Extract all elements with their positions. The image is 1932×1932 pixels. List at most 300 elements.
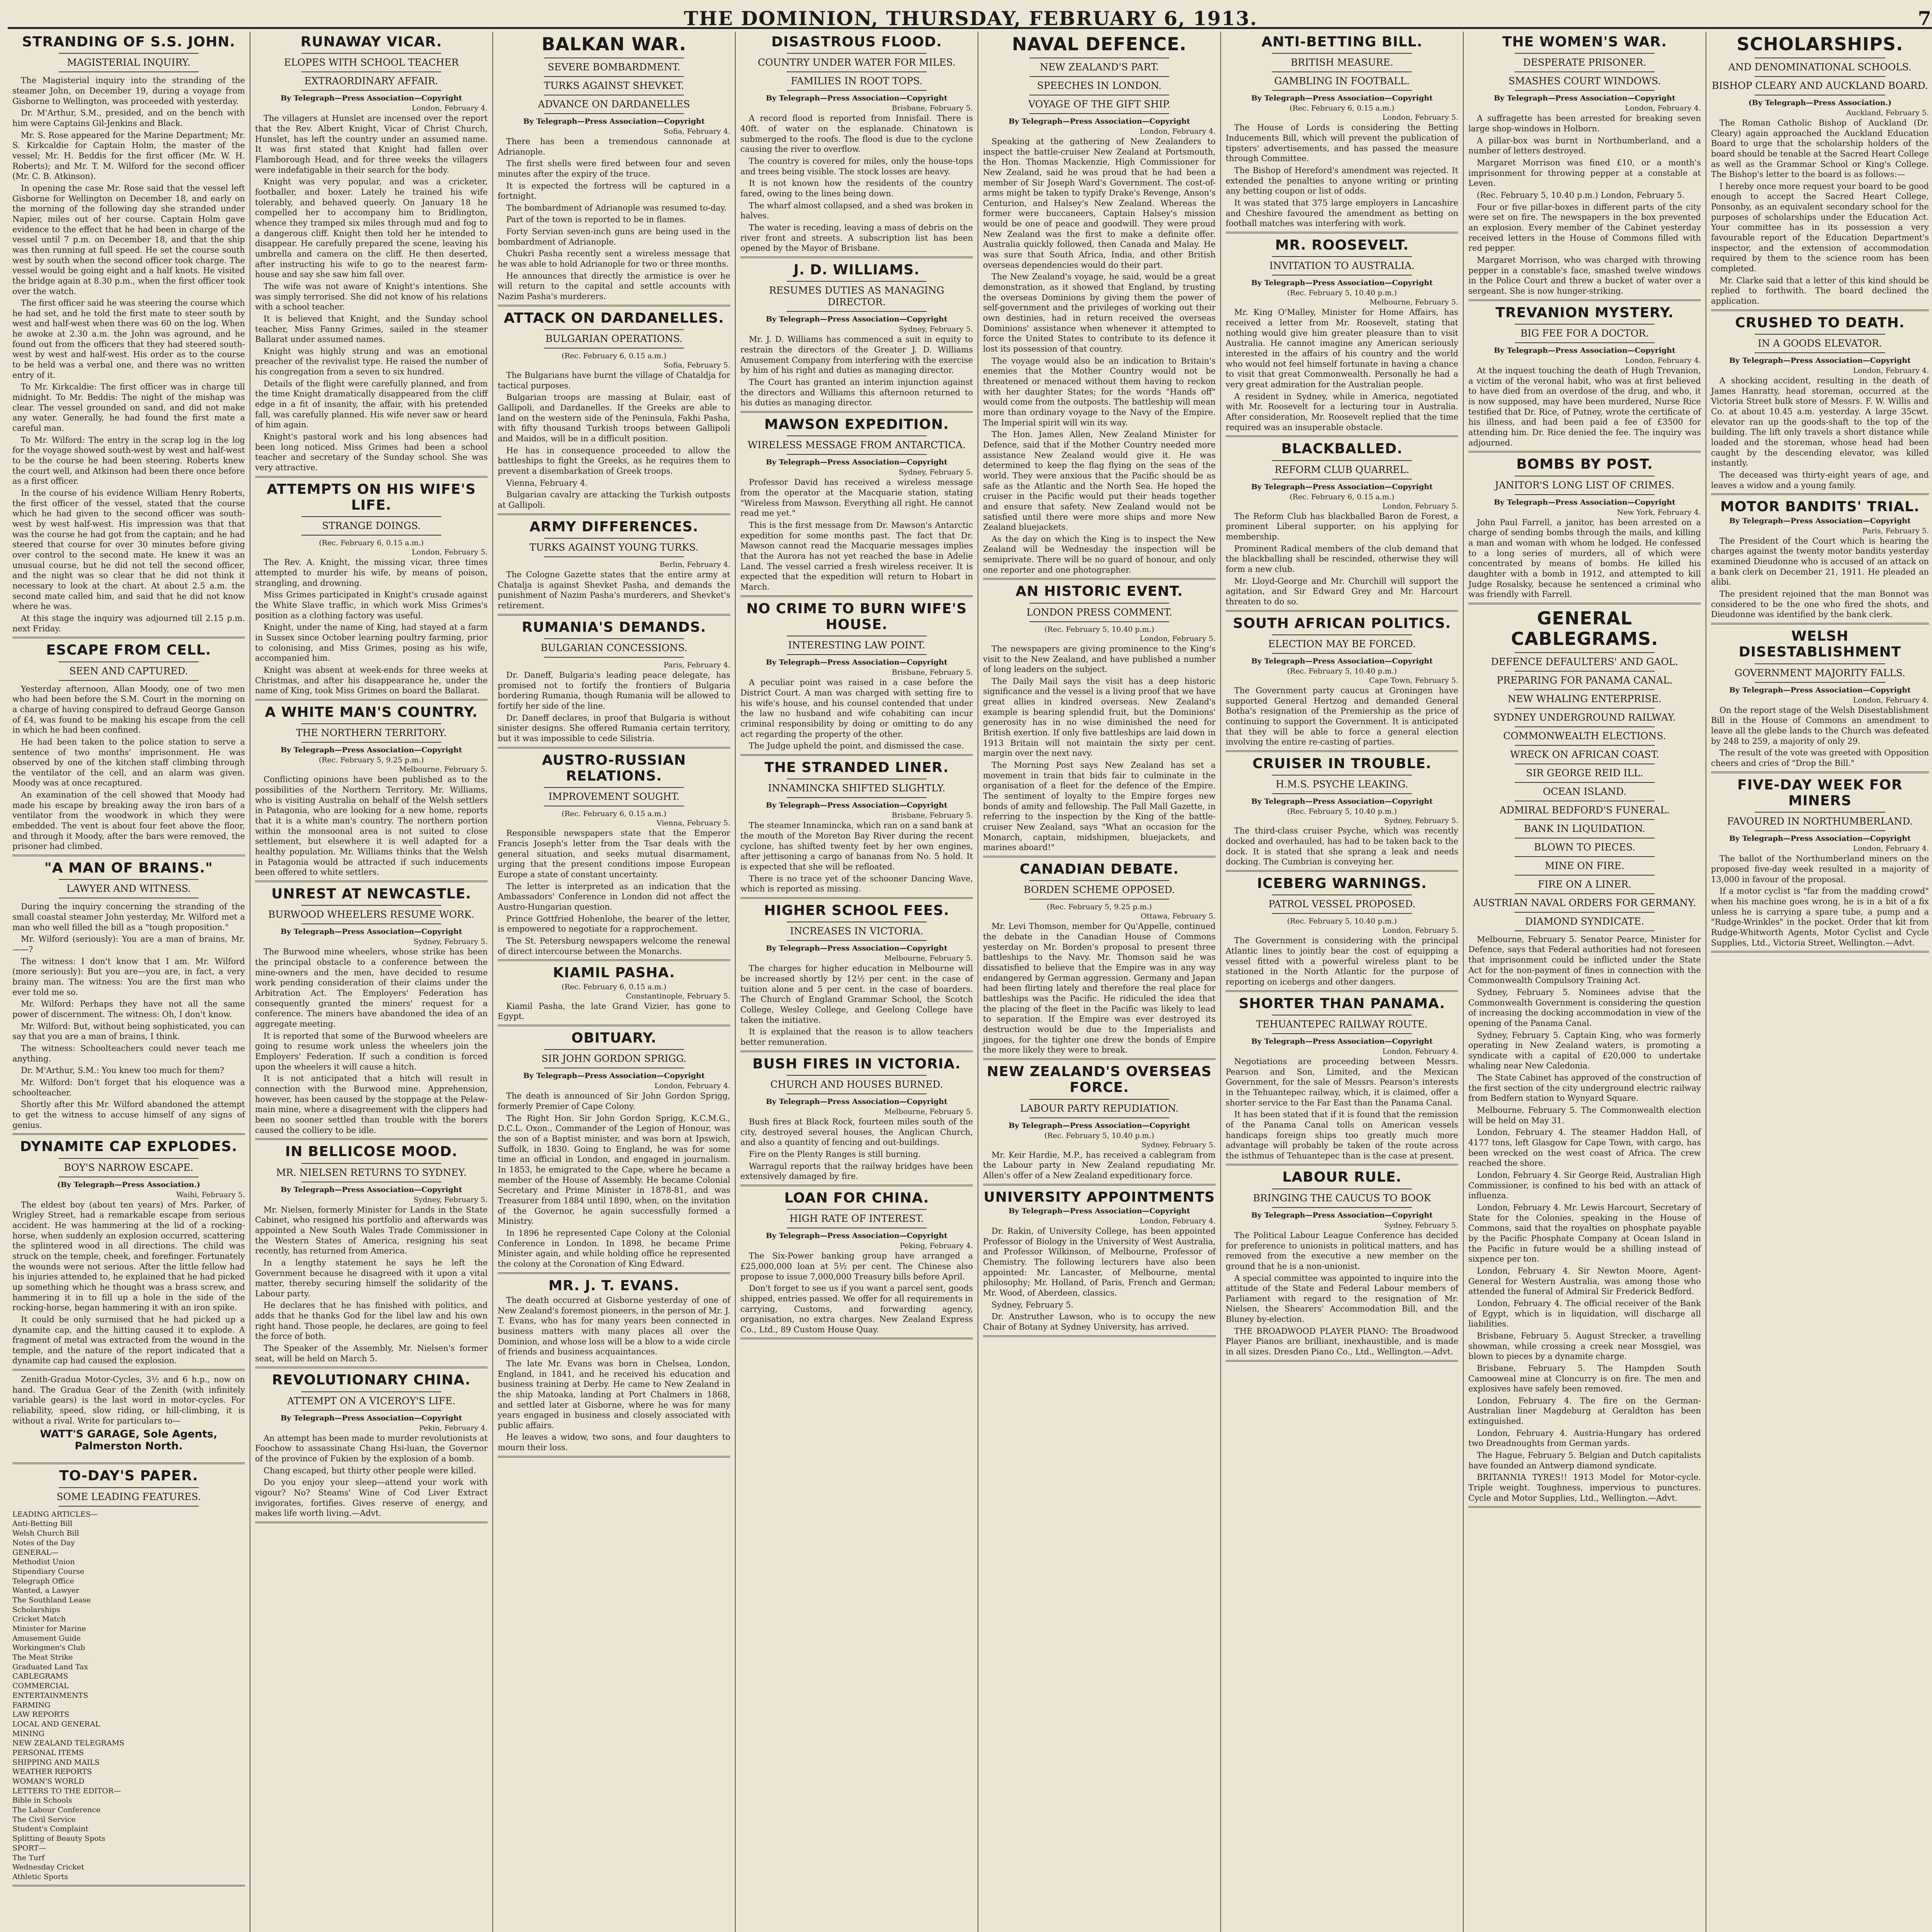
headline-rule <box>787 454 926 455</box>
article-paragraph: At the inquest touching the death of Hugh Trevanion, a victim of the veronal habit, who was at first believed to have died from an overdose of the drug, and who, it is now supposed, may have been murdered, Nurse Rice testified that Dr. Rice, of Putney, wrote the certificate of his illness, and had been paid a fee of £3500 for attending him. Dr. Rice denied the fee. The inquiry was adjourned. <box>1468 366 1701 447</box>
headline-rule <box>59 1487 198 1488</box>
headline-rule <box>1515 652 1654 653</box>
article-paragraph: The ballot of the Northumberland miners on the proposed five-day week resulted in a majority of 13,000 in favour of the proposal. <box>1711 854 1929 884</box>
article <box>12 1468 245 1886</box>
dateline: Sofia, February 4. <box>663 127 730 136</box>
article-paragraph: Chang escaped, but thirty other people were killed. <box>264 1466 476 1475</box>
article <box>498 752 730 961</box>
contents-item: LOCAL AND GENERAL <box>12 1719 100 1728</box>
headline-rule <box>1272 479 1412 480</box>
dateline: Waihi, February 5. <box>176 1190 245 1199</box>
article-paragraph: He announces that directly the armistice is over he will return to the capital and settle accounts with Nazim Pasha's murderers. <box>498 271 730 301</box>
article-paragraph: The Roman Catholic Bishop of Auckland (Dr. Cleary) again approached the Auckland Education Board to urge that the scholarship holders of the board should be tenable at the Sacred Heart College as well as the Grammar School or King's College. The Bishop's letter to the board is as follows:— <box>1711 118 1929 179</box>
dateline: Brisbane, February 5. <box>891 668 973 677</box>
article-paragraph: The Political Labour League Conference has decided for preference to unionists in political matters, and has removed from the executive a new member on the ground that he is a non-unionist. <box>1226 1230 1458 1271</box>
headline-rule <box>301 1163 441 1164</box>
telegraph-credit: By Telegraph—Press Association—Copyright <box>281 746 462 755</box>
article-subheading: AUSTRIAN NAVAL ORDERS FOR GERMANY. <box>1473 897 1696 908</box>
article-paragraph: At this stage the inquiry was adjourned till 2.15 p.m. next Friday. <box>12 613 245 633</box>
article-paragraph: The Hon. James Allen, New Zealand Minister for Defence, said that if the Mother Country needed more assistance New Zealand would give it. He was determined to keep the flag flying on the seas of the world. They were anxious that the Pacific should be as safe as the Atlantic and the North Sea. He hoped the cruiser in the Pacific would put their heads together and ensure that safety. New Zealand would not be satisfied until there were more ships and more New Zealand bluejackets. <box>983 430 1216 532</box>
article-paragraph: The letter is interpreted as an indication that the Ambassadors' Conference in London did not affect the Austro-Hungarian question. <box>498 881 730 912</box>
telegraph-credit: By Telegraph—Press Association—Copyright <box>1251 1037 1433 1046</box>
dateline: London, February 4. <box>1625 356 1701 365</box>
article-paragraph: The eldest boy (about ten years) of Mrs. Parker, of Wrigley Street, had a remarkable escape from serious accident. He was hammering at the lid of a rocking-horse, when suddenly an explosion occurred, scattering the splintered wood in all directions. The child was struck on the temple, cheek, and forefinger. Fortunately the wounds were not serious. After the little fellow had his injuries attended to, he explained that he had picked up something which he thought was a brass screw, and hammering it in to fill up a hole in the side of the rocking-horse, began hammering it with an iron spike. <box>12 1200 245 1313</box>
article-paragraph: Mr. Wilford: Perhaps they have not all the same power of discernment. The witness: Oh, I don't know. <box>12 999 245 1019</box>
headline-rule <box>59 879 198 880</box>
headline-rule <box>787 1075 926 1076</box>
article-subheading: SEEN AND CAPTURED. <box>69 665 188 677</box>
article-subheading: BRINGING THE CAUCUS TO BOOK <box>1253 1192 1431 1204</box>
article-paragraph: Mr. Levi Thomson, member for Qu'Appelle, continued the debate in the Canadian House of Commons yesterday on Mr. Borden's proposal to present three battleships to the Navy. Mr. Thomson said he was dissatisfied to believe that the Empire was in any way endangered by German aggression. Germany and Japan had been flirting lately and therefore the real place for battleships was the Pacific. He ridiculed the idea that the placing of the fleet in the Pacific was likely to lead to separation. If the Empire was ever destroyed its destruction would be due to the Imperialists and jingoes, for the tighter one drew the bonds of Empire the more likely they were to break. <box>983 922 1216 1055</box>
article-subheading: LABOUR PARTY REPUDIATION. <box>1020 1102 1179 1114</box>
article <box>498 310 730 515</box>
contents-item: WEATHER REPORTS <box>12 1767 92 1776</box>
headline-rule <box>787 90 926 91</box>
article <box>1468 34 1701 301</box>
article-paragraph: Vienna, February 4. <box>506 478 588 488</box>
contents-item: Methodist Union <box>12 1558 75 1566</box>
headline-rule <box>544 329 684 330</box>
section-rule <box>740 897 973 899</box>
article-paragraph: The bombardment of Adrianople was resumed to-day. <box>506 203 727 213</box>
article-paragraph: The Government is considering with the principal Atlantic lines to jointly bear the cost of equipping a vessel fitted with a powerful wireless plant to be stationed in the North Atlantic for the purpose of reporting on icebergs and other dangers. <box>1226 936 1458 986</box>
article-paragraph: Conflicting opinions have been published as to the possibilities of the Northern Territory. Mr. Williams, who is visiting Australia on behalf of the Welsh settlers in Patagonia, who are looking for a new home, reports that it is a white man's country. The northern portion within the monsoonal area is not suited to close settlement, but elsewhere it is well adapted for a healthy population. Mr. Williams thinks that the Welsh in Patagonia would be attracted if such inducements been offered to white settlers. <box>255 775 488 877</box>
headline-rule <box>1515 324 1654 325</box>
section-rule <box>1711 623 1929 624</box>
article-paragraph: It was stated that 375 large employers in Lancashire and Cheshire favoured the amendment as betting on football matches was interfering with work. <box>1226 198 1458 228</box>
advertisement-text: WATT'S GARAGE, Sole Agents, Palmerston North. <box>40 1428 218 1452</box>
article <box>740 1190 973 1340</box>
article-paragraph: The death is announced of Sir John Gordon Sprigg, formerly Premier of Cape Colony. <box>498 1091 730 1111</box>
article-paragraph: The charges for higher education in Melbourne will be increased shortly by 12½ per cent. in the case of tuition alone and 5 per cent. in the case of boarders. The Church of England Grammar School, the Scotch College, Wesley College, and Geelong College have taken the initiative. <box>740 964 973 1025</box>
received-time: (Rec. February 5, 9.25 p.m.) <box>1047 903 1152 912</box>
article-subheading: ATTEMPT ON A VICEROY'S LIFE. <box>287 1395 456 1406</box>
article-headline: BALKAN WAR. <box>541 34 687 54</box>
article-subheading: GAMBLING IN FOOTBALL. <box>1274 75 1410 87</box>
headline-rule <box>301 71 441 72</box>
dateline: Sydney, February 5. <box>899 468 973 477</box>
article-paragraph: Bulgarian troops are massing at Bulair, east of Gallipoli, and Dardanelles. If the Greeks are able to land on the western side of the Peninsula, Fakhi Pasha, with fifty thousand Turkish troops between Gallipoli and Maidos, will be in a difficult position. <box>498 393 730 444</box>
headline-rule <box>544 76 684 77</box>
headline-rule <box>301 742 441 743</box>
telegraph-credit: By Telegraph—Press Association—Copyright <box>766 944 947 953</box>
article-headline: BUSH FIRES IN VICTORIA. <box>752 1056 961 1072</box>
headline-rule <box>1029 880 1169 881</box>
article-paragraph: The witness: I don't know that I am. Mr. Wilford (more seriously): But you are—you are, in fact, a very brainy man. The witness: You are the first man who ever told me so. <box>12 956 245 997</box>
headline-rule <box>1029 1117 1169 1118</box>
article-subheading: BOY'S NARROW ESCAPE. <box>64 1162 194 1173</box>
article-headline: RUNAWAY VICAR. <box>300 34 442 50</box>
dateline: Sofia, February 5. <box>663 361 730 370</box>
article-paragraph: The deceased was thirty-eight years of age, and leaves a widow and a young family. <box>1711 470 1929 490</box>
headline-rule <box>1272 53 1412 54</box>
received-time: (Rec. February 6, 0.15 a.m.) <box>561 352 667 361</box>
article-subheading: AND DENOMINATIONAL SCHOOLS. <box>1728 61 1912 73</box>
article-paragraph: The Morning Post says New Zealand has set a movement in train that bids fair to culminate in the organisation of a fleet for the defence of the Empire. The sentiment of loyalty to the Empire forges new bonds of amity and fellowship. The Pall Mall Gazette, in referring to the inspection by the King of the battle-cruiser New Zealand, says "What an occasion for the Monarch, captain, midshipmen, bluejackets, and marines aboard!" <box>983 760 1216 852</box>
article-paragraph: The result of the vote was greeted with Opposition cheers and cries of "Drop the Bill." <box>1711 748 1929 768</box>
article <box>983 861 1216 1060</box>
article-paragraph: Dr. M'Arthur, S.M., presided, and on the bench with him were Captains Gil-Jenkins and Black. <box>12 108 245 128</box>
received-time: (Rec. February 6, 0.15 a.m.) <box>1289 104 1395 113</box>
article-subheading: TURKS AGAINST YOUNG TURKS. <box>529 542 699 553</box>
contents-item: The Turf <box>12 1853 45 1862</box>
article <box>1226 1169 1458 1361</box>
article-paragraph: Professor David has received a wireless message from the operator at the Macquarie station, stating "Wireless from Mawson. Everything all right. He cannot read me yet." <box>740 478 973 518</box>
section-rule <box>1226 1360 1458 1362</box>
received-time: (Rec. February 5, 10.40 p.m.) <box>1287 807 1397 816</box>
received-time: (Rec. February 6, 0.15 a.m.) <box>561 982 667 991</box>
article-headline: LOAN FOR CHINA. <box>784 1190 929 1206</box>
article-subheading: IMPROVEMENT SOUGHT. <box>548 791 680 803</box>
article-paragraph: The Six-Power banking group have arranged a £25,000,000 loan at 5½ per cent. The Chinese also propose to issue 7,000,000 Treasury bills before April. <box>740 1251 973 1281</box>
headline-rule <box>1515 726 1654 727</box>
article-headline: TREVANION MYSTERY. <box>1495 304 1674 321</box>
article-headline: CANADIAN DEBATE. <box>1020 861 1179 877</box>
headline-rule <box>1029 1099 1169 1100</box>
telegraph-credit: By Telegraph—Press Association—Copyright <box>523 1071 705 1080</box>
article-subheading: INVITATION TO AUSTRALIA. <box>1269 260 1415 272</box>
article-headline: UNREST AT NEWCASTLE. <box>271 886 471 902</box>
contents-item: The Civil Service <box>12 1815 76 1824</box>
telegraph-credit: By Telegraph—Press Association—Copyright <box>766 458 947 467</box>
article-headline: "A MAN OF BRAINS." <box>44 860 213 876</box>
section-rule <box>498 614 730 616</box>
section-rule <box>1226 750 1458 752</box>
article-paragraph: Knight was very popular, and was a cricketer, footballer, and boxer. Lately he trained his wife tolerably, and behaved queerly. On January 18 he compelled her to accompany him to Bridlington, whence they tramped six miles through mud and fog to a dangerous cliff. Knight then told her he intended to disappear. He carefully prepared the scene, leaving his umbrella and camera on the cliff. He then deserted, after instructing his wife to go to the nearest farm-house and say she saw him fall over. <box>255 177 488 279</box>
article-subheading: DESPERATE PRISONER. <box>1523 57 1646 68</box>
contents-item: CABLEGRAMS <box>12 1672 68 1681</box>
article-paragraph: Dr. M'Arthur, S.M.: You knew too much for them? <box>21 1066 224 1075</box>
section-rule <box>1468 451 1701 452</box>
section-rule <box>12 1463 245 1464</box>
article-paragraph: The voyage would also be an indication to Britain's enemies that the Mother Country would not be threatened or menaced without them having to reckon with her daughter States; for the words "Hands off" would come from the outposts. The battleship will mean more than ordinary voyage to the Navy of the Empire. The Imperial spirit will win its way. <box>983 356 1216 427</box>
telegraph-credit: By Telegraph—Press Association—Copyright <box>1494 94 1675 103</box>
article-paragraph: An examination of the cell showed that Moody had made his escape by breaking away the iron bars of a ventilator from the woodwork in which they were embedded. The vent is about four feet above the floor, and through it Moody, after the bars were removed, the prisoner had climbed. <box>12 790 245 851</box>
section-rule <box>255 1367 488 1368</box>
dateline: Sydney, February 5. <box>413 937 488 946</box>
article-paragraph: London, February 4. Sir George Reid, Australian High Commissioner, is confined to his bed with an attack of influenza. <box>1468 1170 1701 1201</box>
headline-rule <box>1029 621 1169 622</box>
article-subheading: SOME LEADING FEATURES. <box>56 1491 201 1502</box>
article-paragraph: Mr. Clarke said that a letter of this kind should be replied to forthwith. The board declined the application. <box>1711 276 1929 306</box>
article-paragraph: A resident in Sydney, while in America, negotiated with Mr. Roosevelt for a lecturing tour in Australia. After consideration, Mr. Roosevelt replied that the time required was an insuperable obstacle. <box>1226 391 1458 432</box>
article-headline: THE WOMEN'S WAR. <box>1502 34 1667 50</box>
column-4 <box>736 32 978 1932</box>
headline-rule <box>1515 819 1654 820</box>
article-subheading: SMASHES COURT WINDOWS. <box>1508 75 1661 87</box>
article-subheading: FAVOURED IN NORTHUMBERLAND. <box>1727 816 1913 827</box>
headline-rule <box>1272 634 1412 635</box>
dateline: London, February 4. <box>1139 1217 1216 1226</box>
dateline: Paris, February 4. <box>663 661 730 670</box>
article-subheading: DIAMOND SYNDICATE. <box>1525 915 1645 927</box>
article-paragraph: Knight's pastoral work and his long absences had been long noticed. Miss Grimes had been a school teacher and secretary of the Sunday school. She was very attractive. <box>255 432 488 473</box>
article <box>740 601 973 756</box>
article <box>255 34 488 478</box>
article-subheading: ADMIRAL BEDFORD'S FUNERAL. <box>1499 804 1670 816</box>
headline-rule <box>1029 113 1169 114</box>
article <box>1711 499 1929 624</box>
article-subheading: BANK IN LIQUIDATION. <box>1524 823 1646 834</box>
article-paragraph: In opening the case Mr. Rose said that the vessel left Gisborne for Wellington on December 18, and early on the morning of the following day she stranded under Napier, miles out of her course. Captain Holm gave evidence to the effect that he had been in charge of the vessel until 7 p.m. on December 18, and that the ship was then running at full speed. He set the course south west by south when the second officer took charge. The vessel would be going eight and a half knots. He visited the bridge again at 8.30 p.m., when the first officer took over the watch. <box>12 183 245 296</box>
contents-item: Splitting of Beauty Spots <box>12 1834 105 1843</box>
article-paragraph: There has been a tremendous cannonade at Adrianople. <box>498 136 730 156</box>
article-paragraph: Miss Grimes participated in Knight's crusade against the White Slave traffic, in which work Miss Grimes's position as a clothing factory was useful. <box>255 590 488 620</box>
dateline: Melbourne, February 5. <box>884 1107 973 1116</box>
article-subheading: BIG FEE FOR A DOCTOR. <box>1520 327 1649 339</box>
section-rule <box>255 881 488 882</box>
contents-item: Wednesday Cricket <box>12 1863 84 1872</box>
article <box>740 262 973 413</box>
article-paragraph: On the report stage of the Welsh Disestablishment Bill in the House of Commons an amendment to leave all the glebe lands to the Church was defeated by 248 to 259, a majority of only 29. <box>1711 705 1929 746</box>
article-headline: RUMANIA'S DEMANDS. <box>522 619 706 635</box>
contents-item: The Meat Strike <box>12 1653 73 1662</box>
contents-item: WOMAN'S WORLD <box>12 1777 85 1786</box>
article-paragraph: The third-class cruiser Psyche, which was recently docked and overhauled, has had to be taken back to the dock. It is stated that she sprang a leak and needs docking. The Cumbrian is conveying her. <box>1226 826 1458 867</box>
column-8 <box>1706 32 1932 1932</box>
article-headline: HIGHER SCHOOL FEES. <box>764 902 949 918</box>
article-subheading: INTERESTING LAW POINT. <box>788 639 925 651</box>
article-paragraph: Mr. Wilford: But, without being sophisticated, you can say that you are a man of brains, I think. <box>12 1021 245 1041</box>
article-paragraph: A pillar-box was burnt in Northumberland, and a number of letters destroyed. <box>1468 136 1701 156</box>
article-paragraph: The witness: Schoolteachers could never teach me anything. <box>12 1043 245 1063</box>
section-rule <box>1468 299 1701 301</box>
section-rule <box>1711 772 1929 773</box>
headline-rule <box>787 654 926 655</box>
article-headline: SCHOLARSHIPS. <box>1736 34 1903 54</box>
article <box>1468 456 1701 604</box>
section-rule <box>983 1184 1216 1185</box>
headline-rule <box>787 435 926 436</box>
contents-item: The Labour Conference <box>12 1806 101 1815</box>
dateline: New York, February 4. <box>1617 508 1701 517</box>
headline-rule <box>1272 256 1412 257</box>
headline-rule <box>1755 830 1885 831</box>
article-subheading: WRECK ON AFRICAN COAST. <box>1510 748 1659 760</box>
received-time: (Rec. February 6, 0.15 a.m.) <box>319 539 424 548</box>
contents-item: SHIPPING AND MAILS <box>12 1758 100 1767</box>
article-paragraph: The Cologne Gazette states that the entire army at Chatalja is against Shevket Pasha, and demands the punishment of Nazim Pasha's murderers, and Shevket's retirement. <box>498 570 730 611</box>
telegraph-credit: By Telegraph—Press Association—Copyright <box>523 117 705 126</box>
headline-rule <box>1515 930 1654 931</box>
section-rule <box>1226 610 1458 612</box>
article-paragraph: BRITANNIA TYRES!! 1913 Model for Motor-cycle. Triple weight. Toughness, impervious to punctures. Cycle and Motor Supplies, Ltd., Wellington.—Advt. <box>1468 1473 1701 1503</box>
dateline: Brisbane, February 5. <box>891 811 973 820</box>
article <box>255 1372 488 1523</box>
article-paragraph: The President of the Court which is hearing the charges against the twenty motor bandits yesterday examined Dieudonne who is accused of an attack on a bank clerk on December 21, 1911. He pleaded an alibi. <box>1711 536 1929 587</box>
article <box>12 1374 245 1464</box>
article-headline: AUSTRO-RUSSIAN RELATIONS. <box>542 752 686 784</box>
section-rule <box>983 1335 1216 1337</box>
headline-rule <box>1515 494 1654 495</box>
article-subheading: SEVERE BOMBARDMENT. <box>548 61 680 73</box>
article-paragraph: Mr. Keir Hardie, M.P., has received a cablegram from the Labour party in New Zealand repudiating Mr. Allen's offer of a New Zealand expeditionary force. <box>983 1150 1216 1180</box>
headline-rule <box>1755 682 1885 683</box>
section-rule <box>12 1133 245 1135</box>
article-paragraph: Forty Servian seven-inch guns are being used in the bombardment of Adrianople. <box>498 227 730 247</box>
telegraph-credit: By Telegraph—Press Association—Copyright <box>1729 356 1911 365</box>
article-paragraph: Details of the flight were carefully planned, and from the time Knight dramatically disappeared from the cliff edge in a fit of insanity, the affair, with his pretended fall, was carefully planned. His wife never saw or heard of him again. <box>255 379 488 430</box>
section-rule <box>498 1456 730 1458</box>
article-subheading: COMMONWEALTH ELECTIONS. <box>1503 730 1666 742</box>
headline-rule <box>1755 334 1885 335</box>
section-rule <box>740 257 973 258</box>
headline-rule <box>544 787 684 788</box>
masthead <box>8 7 1932 29</box>
dateline: London, February 5. <box>1382 113 1458 122</box>
telegraph-credit: By Telegraph—Press Association—Copyright <box>1251 94 1433 103</box>
telegraph-credit: By Telegraph—Press Association—Copyright <box>281 1185 462 1194</box>
telegraph-credit: By Telegraph—Press Association—Copyright <box>766 94 947 103</box>
article-paragraph: A shocking accident, resulting in the death of James Hanratty, head storeman, occurred at the Victoria Street bulk store of Messrs. F. W. Willis and Co. at about 10.45 a.m. yesterday. A large 35cwt. elevator ran up the goods-shaft to the top of the building. The lift only travels a short distance while loaded and the storeman, whose head had been caught by the descending elevator, was killed instantly. <box>1711 376 1929 468</box>
article-paragraph: He had been taken to the police station to serve a sentence of two months' imprisonment. He was observed by one of the kitchen staff climbing through the ventilator of the cell, and an alarm was given. Moody was at once recaptured. <box>12 737 245 788</box>
contents-item: Workingmen's Club <box>12 1643 85 1652</box>
article-paragraph: It could be only surmised that he had picked up a dynamite cap, and the hitting caused it to explode. A fragment of metal was extracted from the wound in the temple, and the nature of the report indicated that a dynamite cap had caused the explosion. <box>12 1315 245 1366</box>
headline-rule <box>544 556 684 557</box>
dateline: London, February 4. <box>1139 127 1216 136</box>
article-paragraph: Responsible newspapers state that the Emperor Francis Joseph's letter from the Tsar deals with the general situation, and seeks mutual disarmament, urging that the present conditions impose European Europe a state of constant uncertainty. <box>498 828 730 879</box>
article-paragraph: The New Zealand's voyage, he said, would be a great demonstration, as it showed that England, by trusting the overseas Dominions by giving them the power of self-government and the privileges of working out their own destinies, had in return received the overseas Dominions' assistance when whenever it attempted to force the United States to contribute to its defence it lost its possession of that country. <box>983 272 1216 354</box>
article-paragraph: The Right Hon. Sir John Gordon Sprigg, K.C.M.G., D.C.L. Oxon., Commander of the Legion of Honour, was the son of a Baptist minister, and was born at Ipswich, Suffolk, in 1830. Going to England, he was for some time an official in London, and engaged in journalism. In 1853, he emigrated to the Cape, where he became a member of the House of Assembly. He became Colonial Secretary and Prime Minister in 1878-81, and was Treasurer from 1884 until 1890, when, on the invitation of the Governor, he again successfully formed a Ministry. <box>498 1113 730 1226</box>
headline-rule <box>1755 352 1885 353</box>
article-subheading: WIRELESS MESSAGE FROM ANTARCTICA. <box>747 439 966 451</box>
contents-item: Minister for Marine <box>12 1624 86 1633</box>
headline-rule <box>1272 793 1412 794</box>
section-rule <box>740 1051 973 1052</box>
headline-rule <box>1515 689 1654 690</box>
article-subheading: SYDNEY UNDERGROUND RAILWAY. <box>1493 711 1676 723</box>
section-rule <box>255 476 488 478</box>
article-paragraph: The president rejoined that the man Bonnot was considered to be the one who fired the shots, and Dieudonne was identified by the bank clerk. <box>1711 589 1929 619</box>
article-headline: DYNAMITE CAP EXPLODES. <box>20 1139 238 1155</box>
section-rule <box>12 1369 245 1371</box>
telegraph-credit: By Telegraph—Press Association—Copyright <box>1251 1211 1433 1219</box>
headline-rule <box>1272 775 1412 776</box>
article-paragraph: Sydney, February 5. <box>992 1300 1074 1310</box>
headline-rule <box>301 905 441 906</box>
article <box>12 34 245 638</box>
article-headline: THE STRANDED LINER. <box>764 759 949 776</box>
article-headline: TO-DAY'S PAPER. <box>59 1468 198 1484</box>
contents-item: Wanted, a Lawyer <box>12 1586 80 1595</box>
article-subheading: REFORM CLUB QUARREL. <box>1274 464 1410 475</box>
headline-rule <box>1272 71 1412 72</box>
article-paragraph: Do you enjoy your sleep—attend your work with vigour? No? Steams' Wine of Cod Liver Extract invigorates, fortifies. Gives reserve of energy, and makes life worth living.—Advt. <box>255 1478 488 1518</box>
article-headline: NO CRIME TO BURN WIFE'S HOUSE. <box>746 600 967 633</box>
article-paragraph: A suffragette has been arrested for breaking seven large shop-windows in Holborn. <box>1468 114 1701 134</box>
headline-rule <box>544 348 684 349</box>
section-rule <box>12 1885 245 1886</box>
article <box>983 34 1216 580</box>
article-headline: MR. J. T. EVANS. <box>548 1277 680 1294</box>
section-rule <box>12 855 245 856</box>
article-paragraph: Shortly after this Mr. Wilford abandoned the attempt to get the witness to accuse himself of any signs of genius. <box>12 1100 245 1130</box>
article-paragraph: The water is receding, leaving a mass of debris on the river front and streets. A subscription list has been opened by the Mayor of Brisbane. <box>740 223 973 253</box>
article-subheading: MR. NIELSEN RETURNS TO SYDNEY. <box>276 1167 467 1178</box>
dateline: Cape Town, February 5. <box>1369 676 1458 685</box>
article-subheading: ADVANCE ON DARDANELLES <box>538 98 690 110</box>
article-headline: WELSH DISESTABLISHMENT <box>1738 628 1901 660</box>
article-paragraph: A record flood is reported from Innisfail. There is 40ft. of water on the esplanade. Chinatown is submerged to the roofs. The flood is due to the cyclone causing the river to overflow. <box>740 114 973 154</box>
section-rule <box>1226 435 1458 437</box>
article <box>1468 305 1701 453</box>
headline-rule <box>544 657 684 658</box>
article-subheading: INNAMINCKA SHIFTED SLIGHTLY. <box>768 782 946 794</box>
article-paragraph: It is expected the fortress will be captured in a fortnight. <box>498 181 730 201</box>
article <box>983 583 1216 857</box>
article-paragraph: The first officer said he was steering the course which he had set, and he told the first mate to steer south by west and half-west when there was 60 on the log. When he awoke at 2.30 a.m. the John was aground, and he found out from the officers that they had steered south-west by west and half-west. His order as to the course to be held was a verbal one, and there was no written entry of it. <box>12 298 245 380</box>
article-subheading: ELOPES WITH SCHOOL TEACHER <box>284 57 459 68</box>
dateline: London, February 4. <box>1853 366 1929 375</box>
article-headline: ATTACK ON DARDANELLES. <box>503 310 724 326</box>
dateline: Auckland, February 5. <box>1846 108 1929 117</box>
article-paragraph: I hereby once more request your board to be good enough to accept the Sacred Heart College, Ponsonby, as an equivalent secondary school for the purposes of scholarships under the Education Act. Your committee has in its possession a very favourable report of the Education Department's inspector, and the extension of accommodation required by them to the science room has been completed. <box>1711 181 1929 274</box>
headline-rule <box>301 90 441 91</box>
section-rule <box>12 637 245 638</box>
headline-rule <box>1515 53 1654 54</box>
contents-item: LEADING ARTICLES— <box>12 1510 98 1519</box>
article-paragraph: During the inquiry concerning the stranding of the small coastal steamer John yesterday, Mr. Wilford met a man who well filled the bill as a "tough proposition." <box>12 902 245 932</box>
article-headline: ANTI-BETTING BILL. <box>1261 34 1423 50</box>
article-subheading: OCEAN ISLAND. <box>1543 786 1627 797</box>
article-subheading: NEW ZEALAND'S PART. <box>1040 61 1159 73</box>
article-paragraph: Yesterday afternoon, Allan Moody, one of two men who had been before the S.M. Court in the morning on a charge of having conspired to defraud George Ganson of £4, was found to be making his escape from the cell in which he had been confined. <box>12 684 245 735</box>
article <box>1711 777 1929 953</box>
article-paragraph: It is reported that some of the Burwood wheelers are going to resume work unless the wheelers join the Employers' Federation. If such a condition is forced upon the wheelers it will cause a hitch. <box>255 1031 488 1071</box>
article-paragraph: Mr. J. D. Williams has commenced a suit in equity to restrain the directors of the Greater J. D. Williams Amusement Company from interfering with the exercise by him of his right and duties as managing director. <box>740 335 973 375</box>
headline-rule <box>787 281 926 282</box>
article-headline: J. D. WILLIAMS. <box>793 262 920 278</box>
headline-rule <box>301 1391 441 1392</box>
article-headline: FIVE-DAY WEEK FOR MINERS <box>1737 777 1903 809</box>
section-rule <box>498 305 730 306</box>
headline-rule <box>787 53 926 54</box>
article-headline: IN BELLICOSE MOOD. <box>285 1144 458 1160</box>
contents-item: GENERAL— <box>12 1548 59 1557</box>
headline-rule <box>1515 912 1654 913</box>
headline-rule <box>59 53 198 54</box>
article-paragraph: To Mr. Wilford: The entry in the scrap log in the log for the voyage showed south-west by west and half-west to be the course he had been steering. Roberts knew the court well, and Atkinson had been there once before as a first officer. <box>12 435 245 486</box>
article-paragraph: Dr. Daneff, Bulgaria's leading peace delegate, has promised not to fortify the frontiers of Bulgaria bordering Rumania, though Rumania will be allowed to fortify her side of the line. <box>498 670 730 711</box>
article <box>740 903 973 1052</box>
telegraph-credit: By Telegraph—Press Association—Copyright <box>1729 834 1911 843</box>
dateline: Melbourne, February 5. <box>399 765 488 774</box>
contents-item: The Southland Lease <box>12 1595 91 1604</box>
article-paragraph: The Judge upheld the point, and dismissed the case. <box>749 741 964 751</box>
dateline: London, February 4. <box>1853 696 1929 704</box>
article-paragraph: Melbourne, February 5. The Commonwealth election will be held on May 31. <box>1468 1105 1701 1125</box>
article <box>12 1139 245 1371</box>
article-paragraph: The Court has granted an interim injunction against the directors and Williams this afternoon returned to his duties as managing director. <box>740 377 973 408</box>
contents-item: Amusement Guide <box>12 1634 81 1643</box>
section-rule <box>1468 1506 1701 1508</box>
article-subheading: THE NORTHERN TERRITORY. <box>296 727 447 739</box>
headline-rule <box>1515 342 1654 343</box>
headline-rule <box>59 71 198 72</box>
section-rule <box>1468 603 1701 604</box>
article-paragraph: Warragul reports that the railway bridges have been extensively damaged by fire. <box>740 1161 973 1181</box>
article-paragraph: Mr. King O'Malley, Minister for Home Affairs, has received a letter from Mr. Roosevelt, stating that nothing would give him greater pleasure than to visit Australia. He cannot imagine any American seriously interested in the affairs of his country and the world who would not feel himself fortunate in having a chance to visit that great Commonwealth. Personally he had a very great admiration for the Australian people. <box>1226 308 1458 389</box>
article-paragraph: Kiamil Pasha, the late Grand Vizier, has gone to Egypt. <box>498 1001 730 1021</box>
article-subheading: EXTRAORDINARY AFFAIR. <box>304 75 439 87</box>
article-subheading: MINE ON FIRE. <box>1544 860 1625 871</box>
dateline: London, February 4. <box>412 104 488 113</box>
headline-rule <box>1515 90 1654 91</box>
article-paragraph: London, February 4. The fire on the German-Australian liner Magdeburg at Geraldton has been extinguished. <box>1468 1396 1701 1426</box>
section-rule <box>1226 1164 1458 1165</box>
headline-rule <box>301 723 441 724</box>
headline-rule <box>787 1209 926 1210</box>
